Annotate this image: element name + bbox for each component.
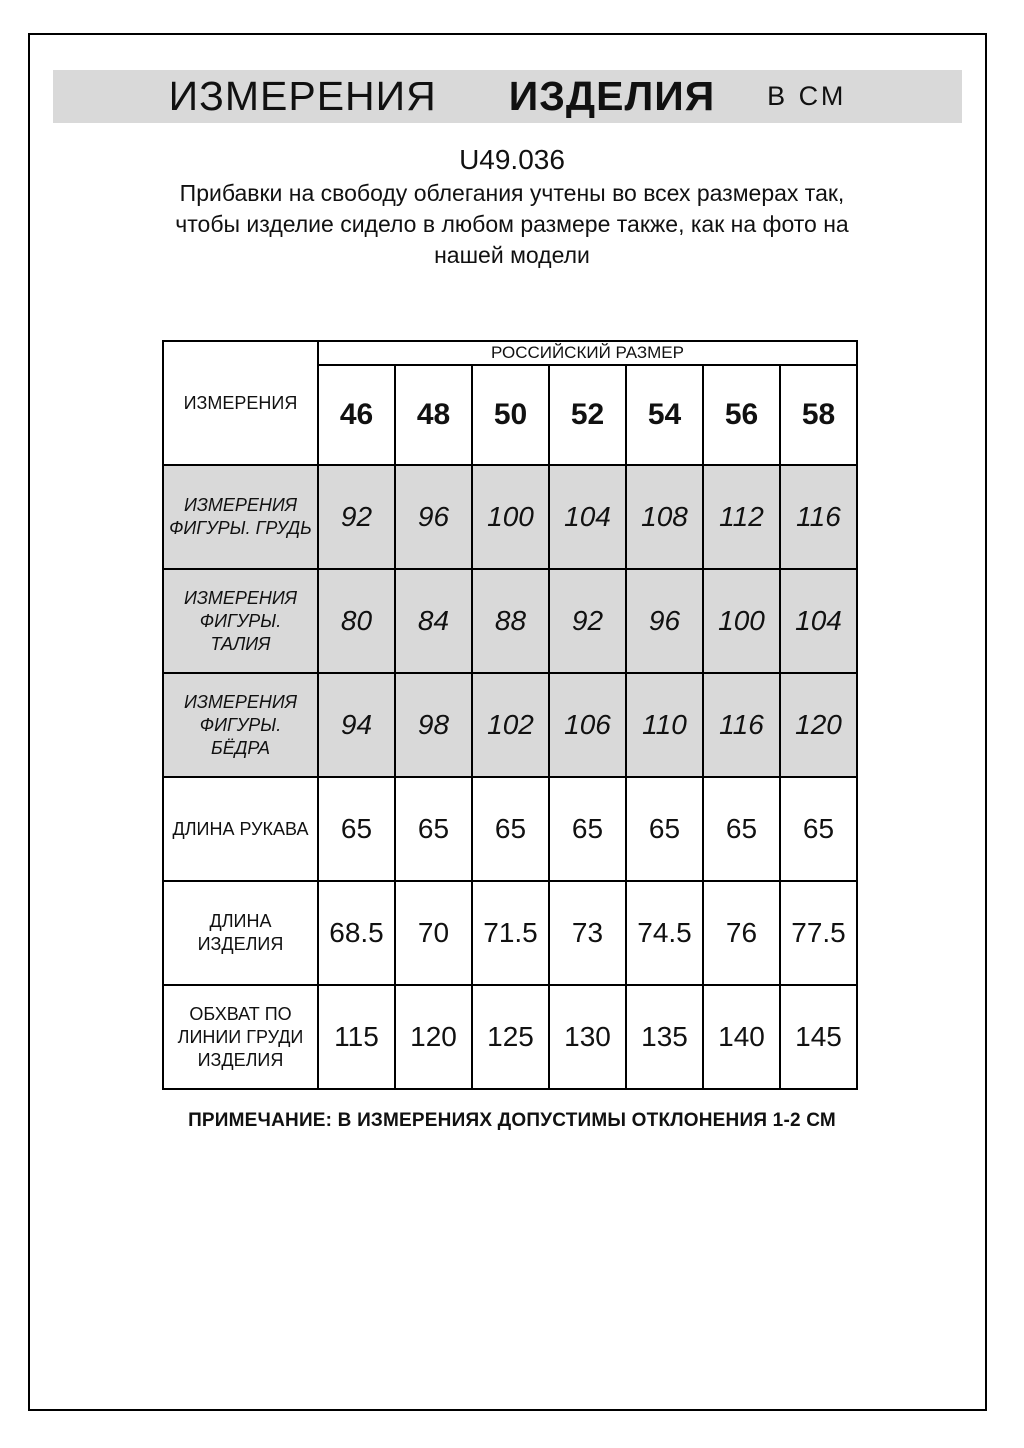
measurement-value-cell: 92 [318,465,395,569]
measurement-row-label: ИЗМЕРЕНИЯ ФИГУРЫ. ТАЛИЯ [163,569,318,673]
title-measurements-word: ИЗМЕРЕНИЯ [168,73,437,119]
size-header-cell: 50 [472,365,549,465]
measurement-value-cell: 84 [395,569,472,673]
measurement-value-cell: 77.5 [780,881,857,985]
measurement-row-label: ИЗМЕРЕНИЯ ФИГУРЫ. БЁДРА [163,673,318,777]
measurement-row-label: ДЛИНА ИЗДЕЛИЯ [163,881,318,985]
measurement-value-cell: 98 [395,673,472,777]
tolerance-note: ПРИМЕЧАНИЕ: В ИЗМЕРЕНИЯХ ДОПУСТИМЫ ОТКЛОНЕНИЯ 1-2 СМ [188,1110,836,1131]
measurement-value-cell: 94 [318,673,395,777]
size-header-cell: 58 [780,365,857,465]
measurement-value-cell: 140 [703,985,780,1089]
measurement-value-cell: 88 [472,569,549,673]
measurement-value-cell: 65 [780,777,857,881]
size-system-row [163,341,857,365]
measurement-value-cell: 145 [780,985,857,1089]
size-table-body [163,465,857,1089]
measurement-row [163,569,857,673]
measurement-value-cell: 65 [472,777,549,881]
measurement-row [163,777,857,881]
measurement-value-cell: 96 [626,569,703,673]
measurement-value-cell: 65 [395,777,472,881]
measurement-row [163,881,857,985]
measurement-value-cell: 68.5 [318,881,395,985]
fit-description-line: Прибавки на свободу облегания учтены во всех размерах так, [179,180,845,206]
size-header-cell: 52 [549,365,626,465]
measurement-value-cell: 80 [318,569,395,673]
measurement-value-cell: 120 [395,985,472,1089]
measurement-value-cell: 108 [626,465,703,569]
size-header-cell: 56 [703,365,780,465]
measurement-value-cell: 70 [395,881,472,985]
product-code: U49.036 [459,144,565,175]
measurement-value-cell: 116 [703,673,780,777]
measurement-row-label: ОБХВАТ ПО ЛИНИИ ГРУДИ ИЗДЕЛИЯ [163,985,318,1089]
measurement-value-cell: 76 [703,881,780,985]
fit-description [0,178,1024,271]
measurement-row [163,985,857,1089]
measurement-value-cell: 110 [626,673,703,777]
measurement-value-cell: 135 [626,985,703,1089]
measurement-value-cell: 125 [472,985,549,1089]
measurement-value-cell: 65 [318,777,395,881]
measurement-value-cell: 115 [318,985,395,1089]
measurement-value-cell: 65 [703,777,780,881]
corner-header-measurements: ИЗМЕРЕНИЯ [163,341,318,465]
measurement-value-cell: 106 [549,673,626,777]
size-table [162,340,858,1090]
measurement-value-cell: 102 [472,673,549,777]
measurement-value-cell: 65 [626,777,703,881]
russian-size-header: РОССИЙСКИЙ РАЗМЕР [318,341,857,365]
measurement-value-cell: 65 [549,777,626,881]
measurement-value-cell: 116 [780,465,857,569]
measurement-value-cell: 92 [549,569,626,673]
title-product-word: ИЗДЕЛИЯ [508,73,716,119]
measurement-value-cell: 71.5 [472,881,549,985]
measurement-row-label: ДЛИНА РУКАВА [163,777,318,881]
measurement-value-cell: 112 [703,465,780,569]
measurement-value-cell: 120 [780,673,857,777]
measurement-value-cell: 104 [780,569,857,673]
title-bar [53,70,962,123]
fit-description-line: чтобы изделие сидело в любом размере также, как на фото на [175,211,849,237]
measurement-row [163,673,857,777]
measurement-value-cell: 74.5 [626,881,703,985]
size-header-cell: 46 [318,365,395,465]
measurement-value-cell: 100 [472,465,549,569]
measurement-value-cell: 73 [549,881,626,985]
measurement-value-cell: 96 [395,465,472,569]
measurement-value-cell: 130 [549,985,626,1089]
measurement-row-label: ИЗМЕРЕНИЯ ФИГУРЫ. ГРУДЬ [163,465,318,569]
measurement-value-cell: 100 [703,569,780,673]
measurement-value-cell: 104 [549,465,626,569]
size-header-cell: 48 [395,365,472,465]
measurement-row [163,465,857,569]
fit-description-line: нашей модели [434,242,590,268]
size-header-cell: 54 [626,365,703,465]
title-units-label: В СМ [767,81,847,111]
